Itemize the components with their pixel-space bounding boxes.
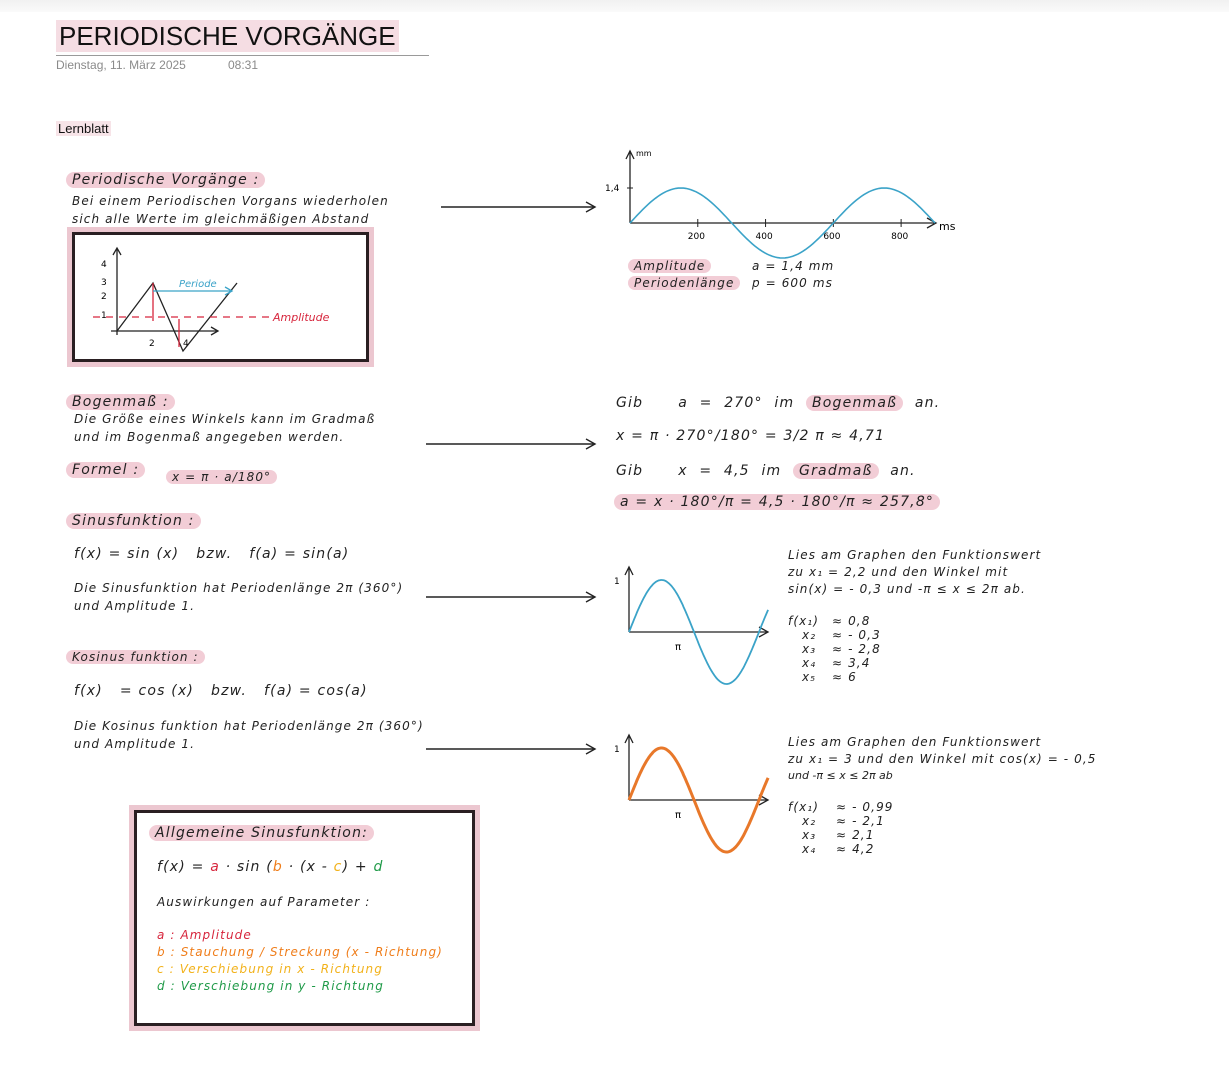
param-text: Verschiebung in y - Richtung <box>180 979 384 993</box>
sinus-task-3: sin(x) = - 0,3 und -π ≤ x ≤ 2π ab. <box>788 582 1026 596</box>
kosinus-answer-row <box>788 800 894 814</box>
page-date: Dienstag, 11. März 2025 <box>56 58 186 72</box>
kosinus-answer-value: ≈ - 2,1 <box>836 814 885 828</box>
kosinus-answer-value: ≈ 4,2 <box>836 842 875 856</box>
ex1-line <box>616 395 940 411</box>
kosinus-task-3: und -π ≤ x ≤ 2π ab <box>788 769 893 782</box>
sinus-answer-label: x₄ <box>802 656 817 670</box>
kosinus-answer-row <box>788 828 894 842</box>
general-heading: Allgemeine Sinusfunktion: <box>149 825 374 841</box>
g1-x-unit: ms <box>939 220 956 233</box>
ex2-x: x = 4,5 <box>678 463 750 479</box>
gf-xmid: · (x - <box>288 859 329 875</box>
param-text: Amplitude <box>180 928 252 942</box>
g1-x-tick-label: 800 <box>891 232 909 242</box>
sinus-task-2: zu x₁ = 2,2 und den Winkel mit <box>788 565 1009 579</box>
gf-c: c <box>333 859 343 875</box>
ex2-gib: Gib <box>616 463 644 479</box>
kosinus-answer-row <box>788 842 894 856</box>
g1-x-tick-label: 200 <box>687 232 705 242</box>
g1-y-tick: 1,4 <box>605 184 620 194</box>
sinus-answer-label: x₃ <box>802 642 817 656</box>
gf-sin: · sin ( <box>225 859 273 875</box>
param-text: Stauchung / Streckung (x - Richtung) <box>180 945 443 959</box>
ex1-angle: a = 270° <box>678 395 763 411</box>
sketch-tick-2: 2 <box>101 292 107 302</box>
periodic-sketch-box <box>72 232 369 362</box>
param-key: a <box>157 928 166 942</box>
amplitude-value: a = 1,4 mm <box>752 259 835 273</box>
sine-graph <box>605 560 775 690</box>
cg-y-tick: 1 <box>614 745 620 755</box>
kosinus-answer-row <box>788 814 894 828</box>
param-d: d : Verschiebung in y - Richtung <box>157 979 384 993</box>
kosinus-answer-label: x₂ <box>802 814 817 828</box>
param-key: c <box>157 962 165 976</box>
gf-prefix: f(x) = <box>157 859 205 875</box>
sinus-answer-row <box>788 670 881 684</box>
period-value: p = 600 ms <box>752 276 833 290</box>
ex2-calc <box>614 494 940 510</box>
kosinus-line-1: Die Kosinus funktion hat Periodenlänge 2π (360°) <box>74 719 424 733</box>
ex2-gradmass: Gradmaß <box>793 463 879 479</box>
kosinus-answer-value: ≈ - 0,99 <box>836 800 894 814</box>
param-a: a : Amplitude <box>157 928 252 942</box>
sinus-answer-row <box>788 642 881 656</box>
ex2-an: an. <box>890 463 916 479</box>
sinus-answer-row <box>788 656 881 670</box>
sinus-line-1: Die Sinusfunktion hat Periodenlänge 2π (360°) <box>74 581 404 595</box>
ex2-calc-text: a = x · 180°/π = 4,5 · 180°/π ≈ 257,8° <box>614 494 940 510</box>
kosinus-line-2: und Amplitude 1. <box>74 737 196 751</box>
param-b: b : Stauchung / Streckung (x - Richtung) <box>157 945 443 959</box>
sketch-tick-x4: 4 <box>183 339 189 349</box>
kosinus-task-1: Lies am Graphen den Funktionswert <box>788 735 1042 749</box>
ex1-im: im <box>774 395 795 411</box>
gf-close: ) + <box>342 859 368 875</box>
g1-x-tick-label: 400 <box>755 232 773 242</box>
periodic-sketch <box>75 235 366 359</box>
kosinus-answer-label: x₃ <box>802 828 817 842</box>
sinus-answer-value: ≈ - 0,3 <box>832 628 881 642</box>
periodic-heading: Periodische Vorgänge : <box>66 172 265 188</box>
sinus-answer-label: x₅ <box>802 670 817 684</box>
bogenmass-heading: Bogenmaß : <box>66 394 175 410</box>
general-params <box>157 927 443 995</box>
gf-a: a <box>210 859 220 875</box>
sg-x-tick: π <box>675 642 682 653</box>
ex1-an: an. <box>914 395 941 411</box>
sketch-amplitude-label: Amplitude <box>273 311 330 324</box>
page-time: 08:31 <box>228 58 259 72</box>
formula: x = π · a/180° <box>166 470 277 484</box>
general-sub: Auswirkungen auf Parameter : <box>157 895 371 909</box>
sinus-answer-row <box>788 614 881 628</box>
cg-x-tick: π <box>675 810 682 821</box>
sinus-heading: Sinusfunktion : <box>66 513 201 529</box>
sinus-formula: f(x) = sin (x) bzw. f(a) = sin(a) <box>74 546 350 562</box>
ex1-calc: x = π · 270°/180° = 3/2 π ≈ 4,71 <box>616 428 886 444</box>
title-underline <box>56 55 429 56</box>
ex2-im: im <box>761 463 782 479</box>
sinus-answers <box>788 614 881 684</box>
periodic-line-2: sich alle Werte im gleichmäßigen Abstand <box>72 212 370 226</box>
bogenmass-line-1: Die Größe eines Winkels kann im Gradmaß <box>74 412 376 426</box>
general-sine-box <box>134 810 475 1026</box>
periodic-line-1: Bei einem Periodischen Vorgans wiederholen <box>72 194 389 208</box>
param-c: c : Verschiebung in x - Richtung <box>157 962 383 976</box>
param-text: Verschiebung in x - Richtung <box>179 962 383 976</box>
param-key: d <box>157 979 166 993</box>
ex1-bogenmass: Bogenmaß <box>806 395 903 411</box>
sinus-line-2: und Amplitude 1. <box>74 599 196 613</box>
sinus-answer-label: x₂ <box>802 628 817 642</box>
cosine-graph <box>605 728 775 858</box>
sketch-tick-x2: 2 <box>149 339 155 349</box>
kosinus-answer-value: ≈ 2,1 <box>836 828 875 842</box>
sinus-answer-label: f(x₁) <box>788 614 819 628</box>
amplitude-label: Amplitude <box>628 259 711 273</box>
ex2-line <box>616 463 916 479</box>
period-graph <box>600 145 970 275</box>
sinus-task-1: Lies am Graphen den Funktionswert <box>788 548 1042 562</box>
kosinus-heading: Kosinus funktion : <box>66 650 205 664</box>
sinus-answer-value: ≈ - 2,8 <box>832 642 881 656</box>
kosinus-answer-label: f(x₁) <box>788 800 819 814</box>
sinus-answer-value: ≈ 6 <box>832 670 857 684</box>
section-label: Lernblatt <box>58 121 109 136</box>
top-bar <box>0 0 1229 12</box>
sketch-tick-1: 1 <box>101 311 107 321</box>
bogenmass-line-2: und im Bogenmaß angegeben werden. <box>74 430 345 444</box>
ex1-gib: Gib <box>616 395 644 411</box>
sinus-answer-row <box>788 628 881 642</box>
sketch-tick-3: 3 <box>101 278 107 288</box>
formula-label: Formel : <box>66 462 145 478</box>
sg-y-tick: 1 <box>614 577 620 587</box>
general-formula <box>157 859 384 875</box>
kosinus-formula: f(x) = cos (x) bzw. f(a) = cos(a) <box>74 683 368 699</box>
param-key: b <box>157 945 166 959</box>
sinus-answer-value: ≈ 0,8 <box>832 614 871 628</box>
gf-b: b <box>272 859 283 875</box>
gf-d: d <box>373 859 384 875</box>
kosinus-task-2: zu x₁ = 3 und den Winkel mit cos(x) = - 0,5 <box>788 752 1097 766</box>
sketch-tick-4: 4 <box>101 260 107 270</box>
sketch-periode-label: Periode <box>179 279 217 290</box>
period-label: Periodenlänge <box>628 276 740 290</box>
sinus-answer-value: ≈ 3,4 <box>832 656 871 670</box>
page-title: PERIODISCHE VORGÄNGE <box>56 20 399 52</box>
g1-x-tick-label: 600 <box>823 232 841 242</box>
kosinus-answers <box>788 800 894 856</box>
kosinus-answer-label: x₄ <box>802 842 817 856</box>
g1-y-unit: mm <box>636 149 652 158</box>
